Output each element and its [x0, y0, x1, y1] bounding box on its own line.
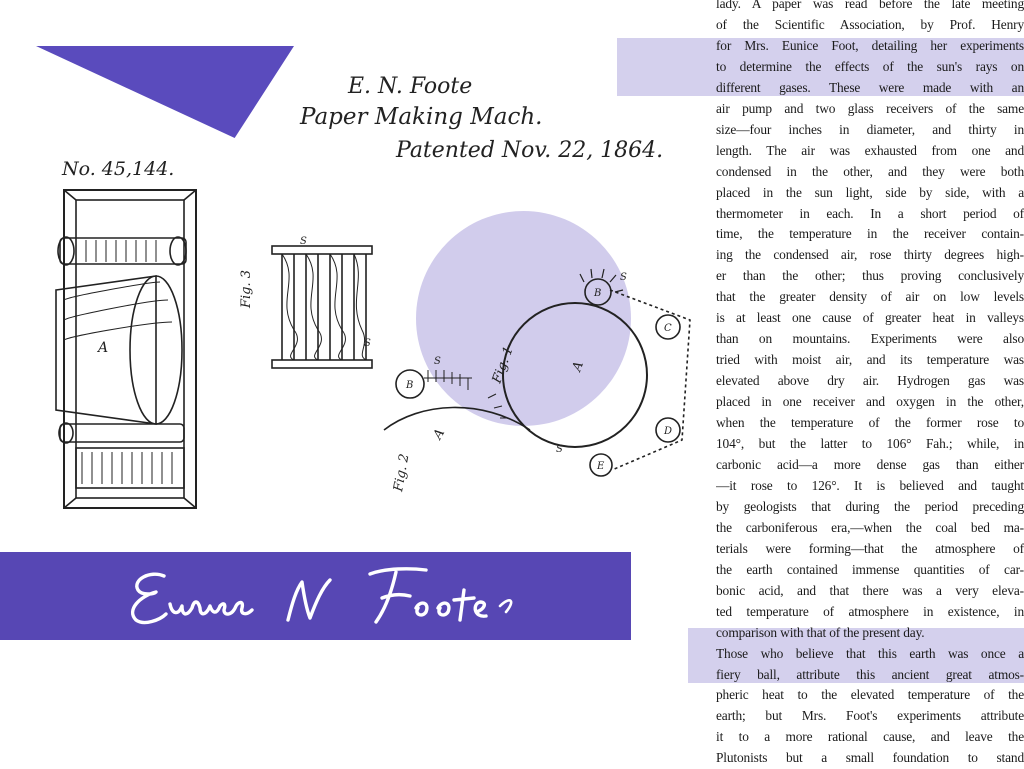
article-line: of the Scientific Association, by Prof. Henry: [716, 16, 1024, 32]
article-line: different gases. These were made with an: [716, 79, 1024, 95]
wheel-label-a: A: [569, 359, 587, 374]
article-line: is at least one cause of greater heat in valleys: [716, 310, 1024, 326]
article-line: comparison with that of the present day.: [716, 624, 925, 640]
article-line: condensed in the other, and they were both: [716, 163, 1024, 179]
article-line: earth; but Mrs. Foot's experiments attribute: [716, 708, 1024, 724]
lower-roller: [59, 423, 184, 488]
roller-label-e: E: [597, 461, 605, 472]
patent-date: Patented Nov. 22, 1864.: [396, 138, 664, 163]
article-line: placed in one receiver and oxygen in the other,: [716, 394, 1024, 410]
drum-a: [56, 276, 182, 424]
article-line: lady. A paper was read before the late meeting: [716, 0, 1024, 11]
patent-number: No. 45,144.: [62, 158, 175, 180]
article-line: air pump and two glass receivers of the same: [716, 100, 1024, 116]
article-line: placed in the sun light, side by side, with a: [716, 184, 1024, 200]
article-line: ted temperature of atmosphere in existence, in: [716, 603, 1024, 619]
article-line: time, the temperature in the receiver contain-: [716, 226, 1024, 242]
article-line: er than the other; thus proving conclusively: [716, 268, 1024, 284]
wheel-label-s: S: [620, 272, 627, 283]
article-line: ing the condensed air, rose thirty degrees high-: [716, 247, 1024, 263]
article-line: it to a more rational cause, and leave the: [716, 729, 1024, 745]
article-line: to determine the effects of the sun's rays on: [716, 58, 1024, 74]
article-line: terials were forming—that the atmosphere of: [716, 540, 1024, 556]
article-line: size—four inches in diameter, and thirty in: [716, 121, 1024, 137]
fig-2-label-s: S: [434, 356, 441, 367]
article-line: elevated above dry air. Hydrogen gas was: [716, 373, 1024, 389]
article-line: carbonic acid—a more dense gas than either: [716, 456, 1024, 472]
patent-inventor: E. N. Foote: [348, 74, 473, 99]
roller-label-b: B: [594, 288, 602, 299]
roller-label-c: C: [664, 323, 672, 334]
article-line: the earth contained immense quantities of car-: [716, 561, 1024, 577]
article-line: —it rose to 126°. It is believed and taught: [716, 477, 1024, 493]
article-line: pheric heat to the elevated temperature of the: [716, 687, 1024, 703]
wheel-label-s-bottom: S: [556, 444, 563, 455]
article-line: Those who believe that this earth was once a: [716, 645, 1024, 661]
fig-3-label: Fig. 3: [239, 269, 254, 308]
article-line: by geologists that during the period preceding: [716, 498, 1024, 514]
handwritten-signature: [120, 560, 540, 630]
article-line: length. The air was exhausted from one and: [716, 142, 1024, 158]
article-line: tried with moist air, and its temperature was: [716, 352, 1024, 368]
fig-2-label-a: A: [430, 426, 449, 442]
mesh-label-s-right: S: [364, 338, 371, 349]
article-line: when the temperature of the former rose to: [716, 415, 1024, 431]
mesh-label-s-top: S: [300, 236, 307, 247]
fig-1-wheel: [503, 269, 690, 476]
article-line: thermometer in each. In a short period of: [716, 205, 1024, 221]
signature-banner: [0, 552, 631, 640]
drum-label-a: A: [98, 340, 109, 356]
article-line: fiery ball, attribute this ancient great atmos-: [716, 666, 1024, 682]
article-line: the carboniferous era,—when the coal bed ma-: [716, 519, 1024, 535]
upper-roller: [58, 237, 186, 265]
fig-3-mesh: [272, 246, 372, 368]
article-line: Plutonists but a small foundation to stand: [716, 750, 1024, 766]
fig-1-label: Fig. 1: [489, 344, 517, 386]
article-line: than on mountains. Experiments were also: [716, 331, 1024, 347]
patent-header: [300, 70, 664, 170]
patent-title: Paper Making Mach.: [300, 104, 543, 130]
newspaper-article: [716, 0, 1024, 766]
fig-2-label: Fig. 2: [391, 452, 413, 493]
article-line: for Mrs. Eunice Foot, detailing her experiments: [716, 37, 1024, 53]
article-line: 104°, but the latter to 106° Fah.; while, in: [716, 436, 1024, 452]
article-line: bonic acid, and that there was a very eleva-: [716, 582, 1024, 598]
roller-label-d: D: [664, 426, 673, 437]
article-line: that the greater density of air on low levels: [716, 289, 1024, 305]
fig-2-roller-label-b: B: [406, 380, 414, 391]
